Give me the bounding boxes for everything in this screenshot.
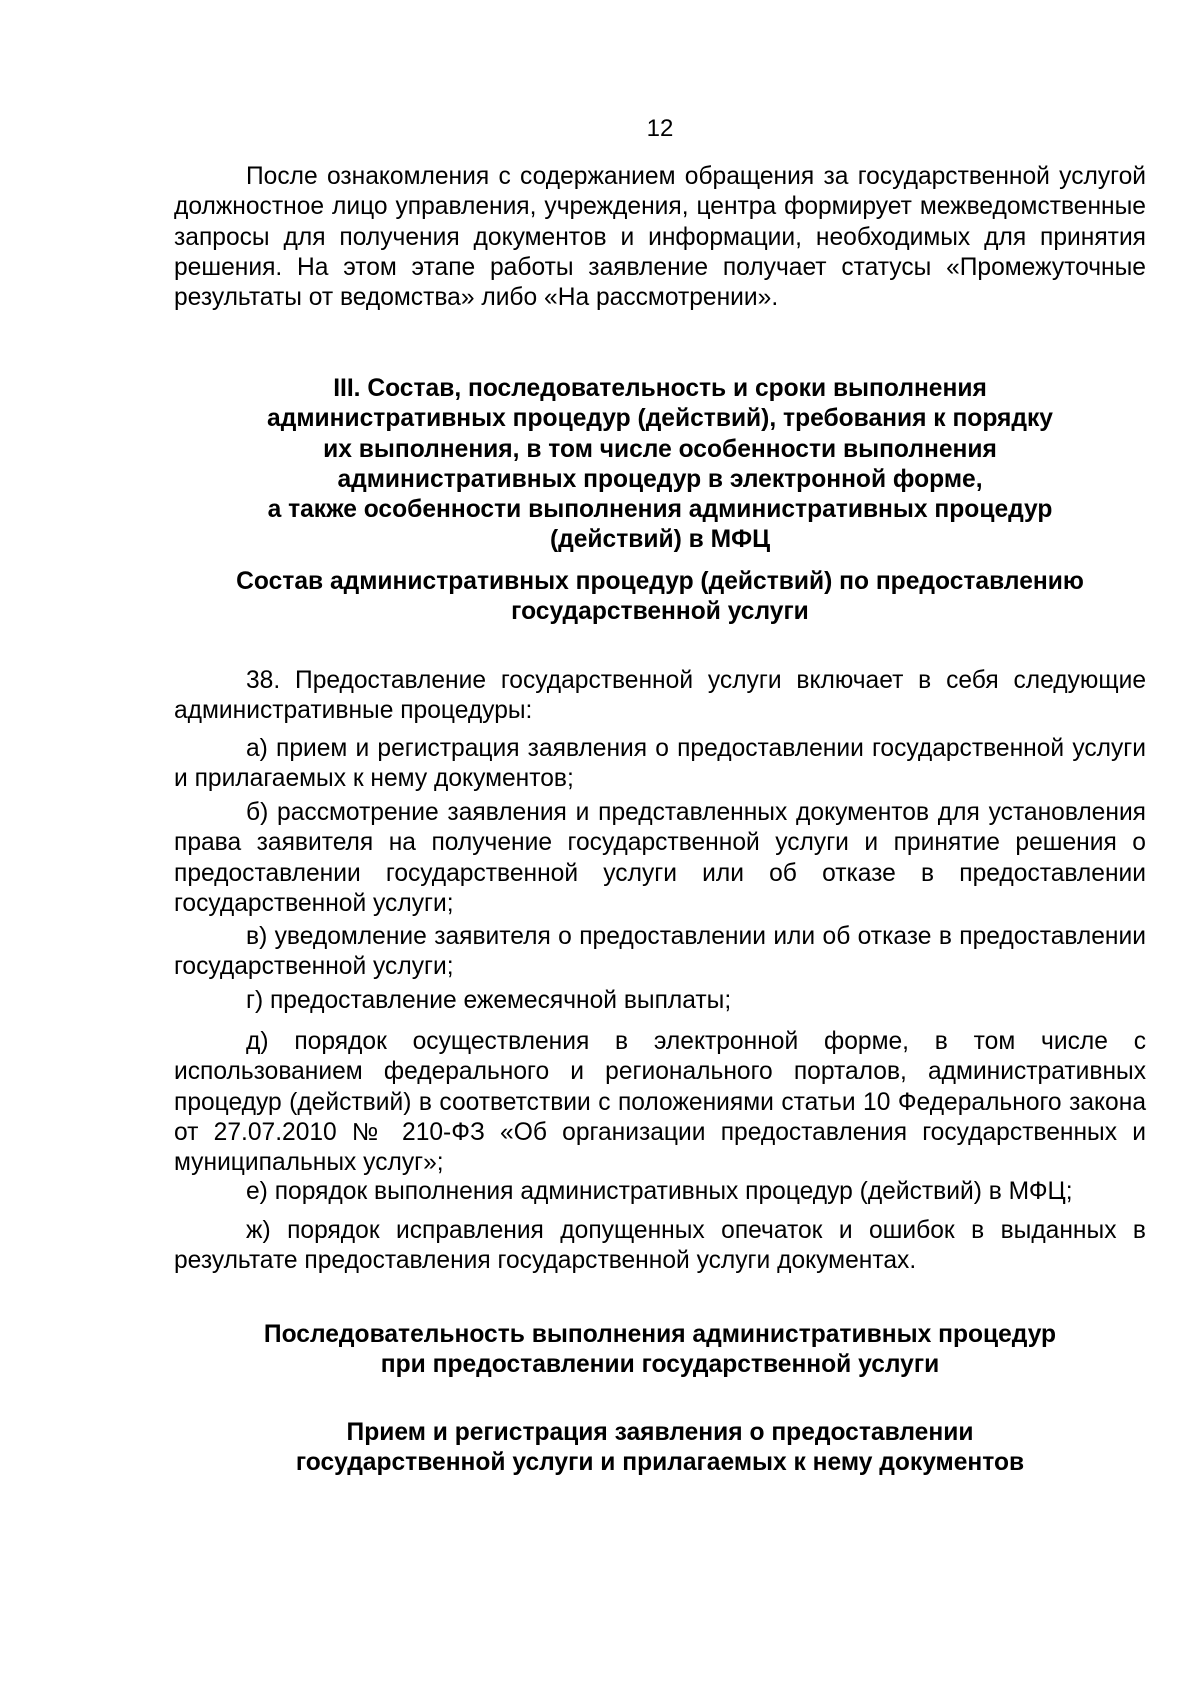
reception-heading	[174, 1418, 1146, 1479]
sequence-heading-line: при предоставлении государственной услуги	[380, 1351, 940, 1379]
list-item-d: д) порядок осуществления в электронной форме, в том числе с использованием федерального и регионального порталов, административных процедур (действий) в соответствии с положениями статьи 10 Федерального закона от 27.07.2010 № 210-ФЗ «Об организации предоставления государственных и муниципальных услуг»;	[174, 1028, 1146, 1177]
section-heading-line: III. Состав, последовательность и сроки выполнения	[333, 375, 987, 402]
reception-heading-line: государственной услуги и прилагаемых к нему документов	[295, 1449, 1025, 1477]
sequence-heading-line: Последовательность выполнения административных процедур	[263, 1321, 1057, 1348]
page-number: 12	[646, 115, 674, 142]
paragraph-38: 38. Предоставление государственной услуги включает в себя следующие административные процедуры:	[174, 667, 1146, 725]
list-item-a: а) прием и регистрация заявления о предоставлении государственной услуги и прилагаемых к нему документов;	[174, 735, 1146, 793]
list-item-v: в) уведомление заявителя о предоставлении или об отказе в предоставлении государственной услуги;	[174, 923, 1146, 981]
composition-heading	[174, 567, 1146, 628]
section-heading-line: административных процедур в электронной форме,	[337, 465, 983, 493]
section-heading-line: их выполнения, в том числе особенности выполнения	[323, 435, 997, 463]
reception-heading-line: Прием и регистрация заявления о предоставлении	[346, 1419, 974, 1446]
composition-heading-line: Состав административных процедур (действий) по предоставлению	[236, 568, 1084, 595]
section-heading-line: (действий) в МФЦ	[549, 526, 771, 554]
list-item-g: г) предоставление ежемесячной выплаты;	[246, 987, 732, 1014]
section-heading	[174, 374, 1146, 556]
section-heading-line: административных процедур (действий), требования к порядку	[267, 405, 1053, 433]
list-item-zh: ж) порядок исправления допущенных опечаток и ошибок в выданных в результате предоставления государственной услуги документах.	[174, 1217, 1146, 1275]
composition-heading-line: государственной услуги	[511, 598, 809, 626]
list-item-b: б) рассмотрение заявления и представленных документов для установления права заявителя на получение государственной услуги и принятие решения о предоставлении государственной услуги или об отказе в предоставлении государственной услуги;	[174, 799, 1146, 917]
intro-paragraph: После ознакомления с содержанием обращения за государственной услугой должностное лицо управления, учреждения, центра формирует межведомственные запросы для получения документов и информации, необходимых для принятия решения. На этом этапе работы заявление получает статусы «Промежуточные результаты от ведомства» либо «На рассмотрении».	[174, 163, 1146, 312]
section-heading-line: а также особенности выполнения административных процедур	[267, 496, 1053, 524]
sequence-heading	[174, 1320, 1146, 1381]
list-item-e: е) порядок выполнения административных процедур (действий) в МФЦ;	[246, 1178, 1073, 1205]
